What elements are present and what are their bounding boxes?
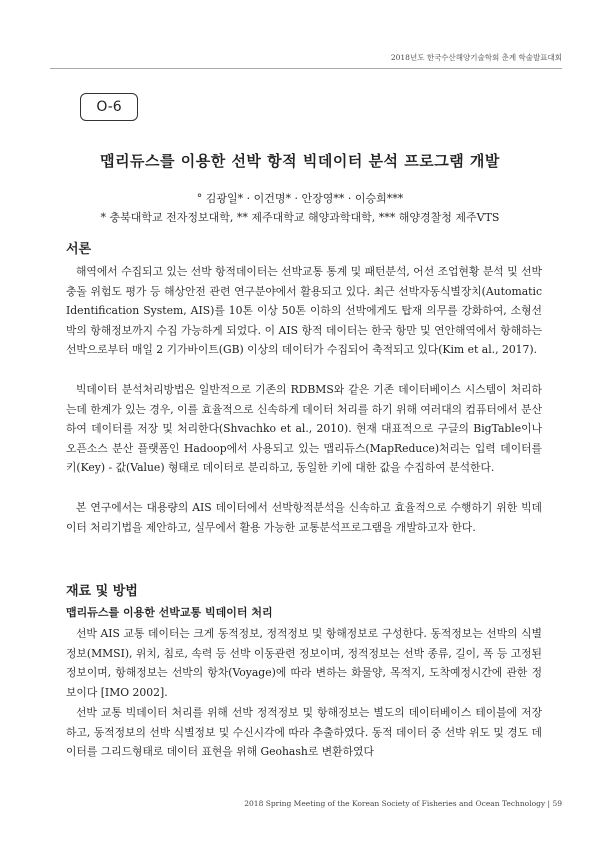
author-list: ° 김광일* · 이건명* · 안장영** · 이승희*** bbox=[196, 192, 404, 205]
methods-paragraph-2: 선박 교통 빅데이터 처리를 위해 선박 정적정보 및 항해정보는 별도의 데이터베이스 테이블에 저장하고, 동적정보의 선박 식별정보 및 수신시각에 따라 추출하였다. 동적 데이터 중 선박 위도 및 경도 데이터를 그리드형태로 데이터 표현을 위해 Geohash로 변환하였다 bbox=[66, 706, 542, 759]
running-header: 2018년도 한국수산해양기술학회 춘계 학술발표대회 bbox=[390, 53, 562, 62]
header-divider bbox=[50, 68, 562, 69]
intro-paragraph-2: 빅데이터 분석처리방법은 일반적으로 기존의 RDBMS와 같은 기존 데이터베이스 시스템이 처리하는데 한계가 있는 경우, 이를 효율적으로 신속하게 데이터 처리를 하기 위해 여러대의 컴퓨터에서 분산하여 데이터를 저장 및 처리한다(Shvachko et al., 2010). 현재 대표적으로 구글의 BigTable이나 오픈소스 분산 플랫폼인 Hadoop에서 사용되고 있는 맵리듀스(MapReduce)처리는 입력 데이터를 키(Key) - 값(Value) 형태로 데이터로 분리하고, 동일한 키에 대한 값을 수집하여 분석한다. bbox=[66, 383, 542, 475]
intro-paragraph-1: 해역에서 수집되고 있는 선박 항적데이터는 선박교통 통계 및 패턴분석, 어선 조업현황 분석 및 선박충돌 위험도 평가 등 해상안전 관련 연구분야에서 활용되고 있다. 최근 선박자동식별장치(Automatic Identification System, AIS)를 10톤 이상 50톤 이하의 선박에게도 탑재 의무를 강화하여, 소형선박의 항해정보까지 수집 가능하게 되었다. 이 AIS 항적 데이터는 한국 항만 및 연안해역에서 항해하는 선박으로부터 매일 2 기가바이트(GB) 이상의 데이터가 수집되어 축적되고 있다(Kim et al., 2017). bbox=[66, 265, 542, 357]
methods-heading: 재료 및 방법 bbox=[66, 584, 138, 599]
affiliation-list: * 충북대학교 전자정보대학, ** 제주대학교 해양과학대학, *** 해양경찰청 제주VTS bbox=[100, 211, 500, 224]
page-footer: 2018 Spring Meeting of the Korean Society of Fisheries and Ocean Technology | 59 bbox=[244, 799, 562, 808]
intro-heading: 서론 bbox=[66, 242, 92, 257]
presentation-code-badge: O-6 bbox=[80, 93, 138, 121]
methods-subheading: 맵리듀스를 이용한 선박교통 빅데이터 처리 bbox=[66, 606, 273, 619]
intro-paragraph-3: 본 연구에서는 대용량의 AIS 데이터에서 선박항적분석을 신속하고 효율적으로 수행하기 위한 빅데이터 처리기법을 제안하고, 실무에서 활용 가능한 교통분석프로그램을 개발하고자 한다. bbox=[66, 501, 542, 534]
methods-paragraph-1: 선박 AIS 교통 데이터는 크게 동적정보, 정적정보 및 항해정보로 구성한다. 동적정보는 선박의 식별정보(MMSI), 위치, 침로, 속력 등 선박 이동관련 정보이며, 정적정보는 선박 종류, 길이, 폭 등 고정된 정보이며, 항해정보는 선박의 항차(Voyage)에 따라 변하는 화물양, 목적지, 도착예정시간에 관한 정보이다 [IMO 2002]. bbox=[66, 627, 542, 699]
paper-title: 맵리듀스를 이용한 선박 항적 빅데이터 분석 프로그램 개발 bbox=[100, 152, 500, 170]
